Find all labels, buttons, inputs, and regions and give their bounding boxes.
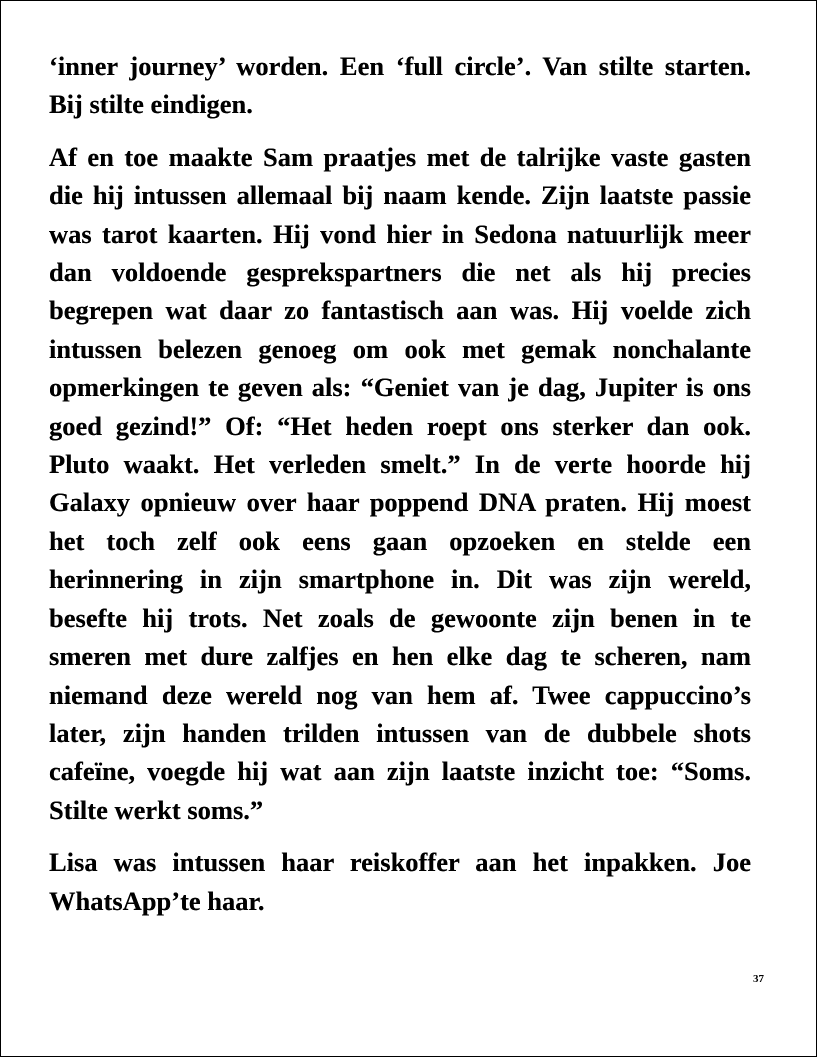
paragraph-3: Lisa was intussen haar reiskoffer aan het inpakken. Joe WhatsApp’te haar. (49, 847, 751, 916)
paragraph-2: Af en toe maakte Sam praatjes met de talrijke vaste gasten die hij intussen allemaal bij naam kende. Zijn laatste passie was tarot kaarten. Hij vond hier in Sedona natuurlijk meer dan voldoende gesprekspartners die net als hij precies begrepen wat daar zo fantastisch aan was. Hij voelde zich intussen belezen genoeg om ook met gemak nonchalante opmerkingen te geven als: “Geniet van je dag, Jupiter is ons goed gezind!” Of: “Het heden roept ons sterker dan ook. Pluto waakt. Het verleden smelt.” In de verte hoorde hij Galaxy opnieuw over haar poppend DNA praten. Hij moest het toch zelf ook eens gaan opzoeken en stelde een herinnering in zijn smartphone in. Dit was zijn wereld, besefte hij trots. Net zoals de gewoonte zijn benen in te smeren met dure zalfjes en hen elke dag te scheren, nam niemand deze wereld nog van hem af. Twee cappuccino’s later, zijn handen trilden intussen van de dubbele shots cafeïne, voegde hij wat aan zijn laatste inzicht toe: “Soms. Stilte werkt soms.” (49, 141, 751, 825)
page-number: 37 (753, 973, 764, 985)
body-text (49, 47, 751, 934)
paragraph-1: ‘inner journey’ worden. Een ‘full circle’. Van stilte starten. Bij stilte eindigen. (49, 51, 751, 120)
